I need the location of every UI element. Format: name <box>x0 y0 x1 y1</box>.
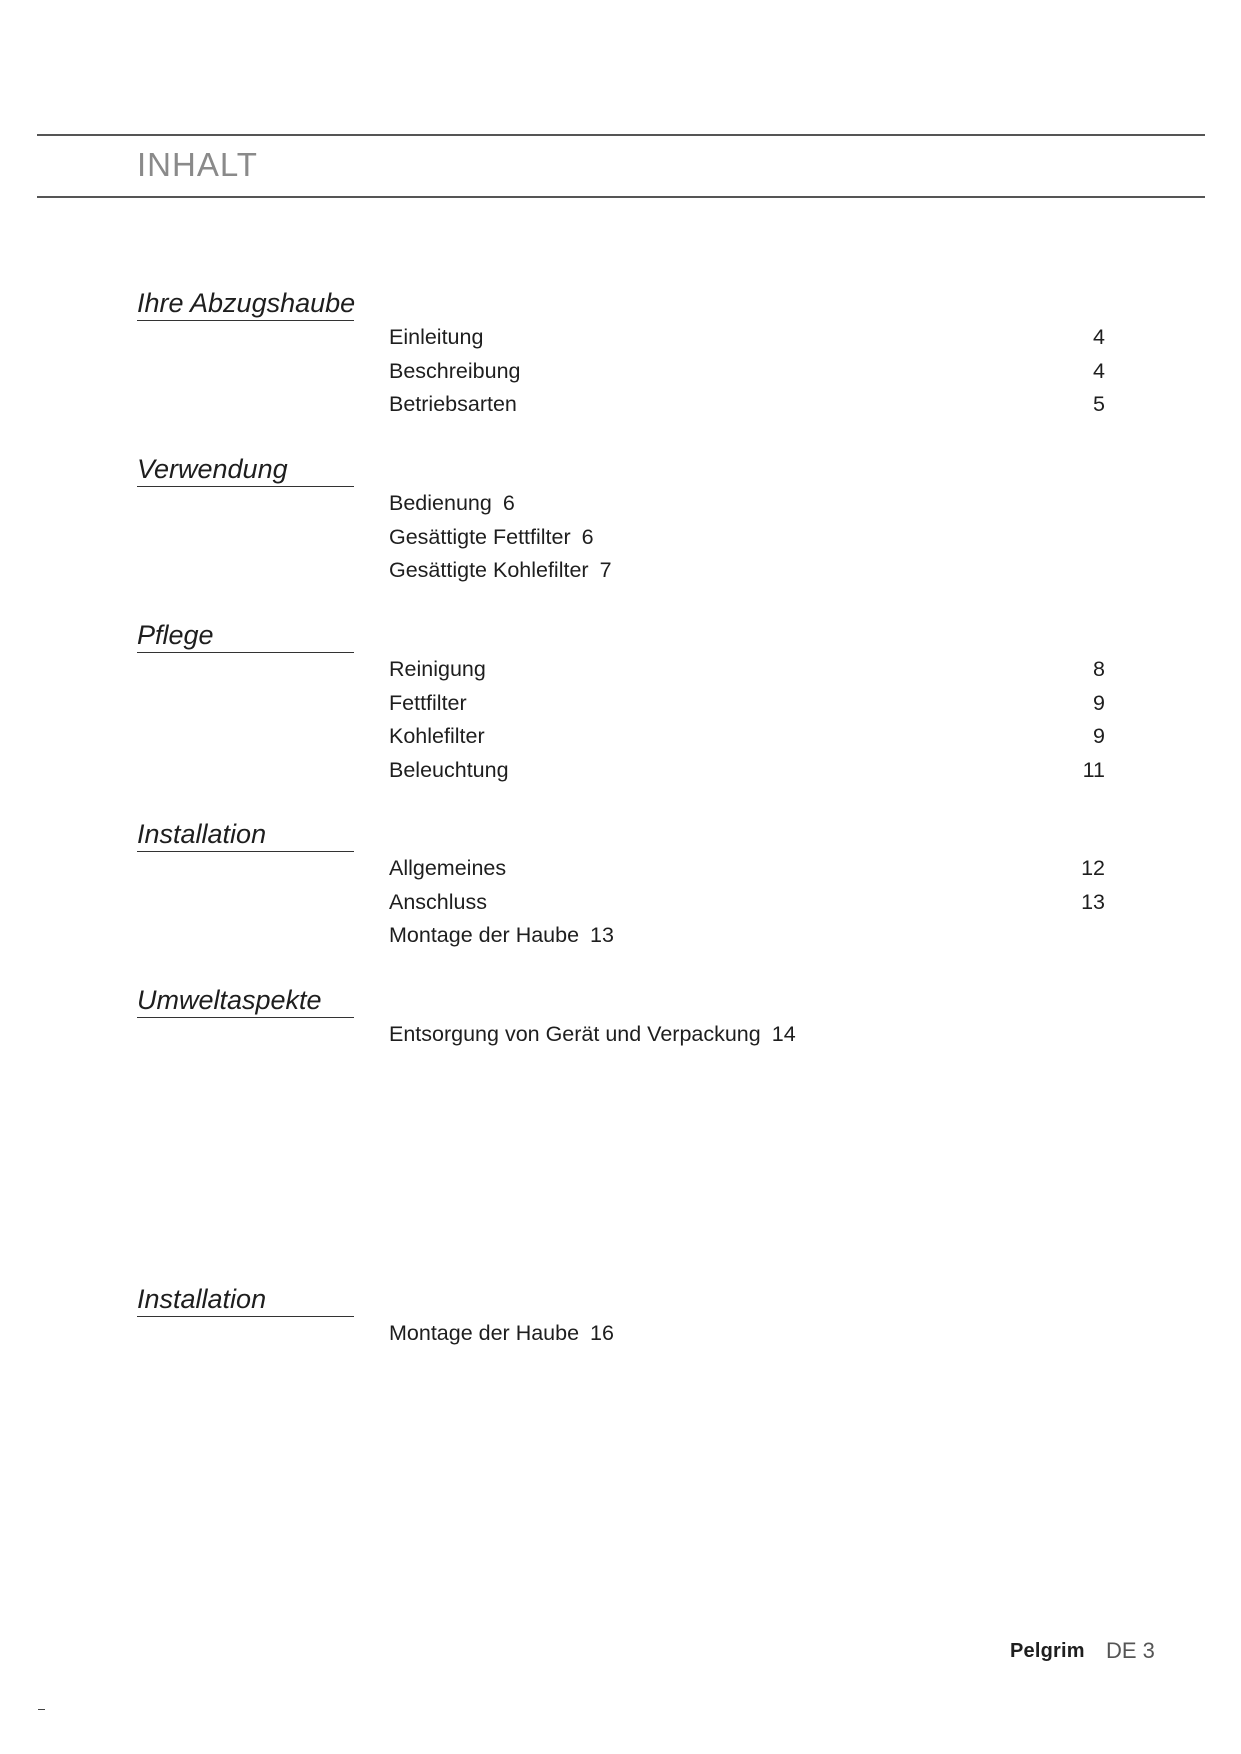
toc-entry-label: Bedienung <box>389 491 492 515</box>
section-entries <box>389 321 1105 422</box>
toc-section-umweltaspekte <box>137 983 1105 1052</box>
toc-entry <box>389 687 1105 721</box>
toc-entry <box>389 554 1105 588</box>
toc-entry-page: 9 <box>1093 690 1105 715</box>
toc-entry <box>389 321 1105 355</box>
section-underline <box>137 1017 354 1018</box>
section-entries <box>389 487 1105 588</box>
toc-entry-page: 5 <box>1093 392 1105 416</box>
header-top-rule <box>37 134 1205 136</box>
toc-section-installation-2 <box>137 1282 1105 1351</box>
toc-entry-label: Beschreibung <box>389 358 521 383</box>
toc-entry <box>389 653 1105 687</box>
toc-entry-label: Beleuchtung <box>389 757 509 782</box>
toc-entry-page: 12 <box>1081 856 1105 880</box>
section-underline <box>137 486 354 487</box>
toc-entry-label: Montage der Haube <box>389 1321 580 1345</box>
toc-entry <box>389 388 1105 422</box>
section-heading: Verwendung <box>137 454 288 484</box>
toc-entry-label: Gesättigte Fettfilter <box>389 524 571 549</box>
toc-entry-page: 14 <box>771 1022 796 1046</box>
section-underline <box>137 652 354 653</box>
toc-entry-label: Montage der Haube <box>389 923 580 947</box>
section-entries <box>389 653 1105 787</box>
toc-entry <box>389 1018 1105 1052</box>
toc-entry-page: 9 <box>1093 724 1105 748</box>
page-number: DE 3 <box>1106 1638 1155 1663</box>
toc-entry-page: 4 <box>1093 325 1105 349</box>
brand-logo: Pelgrim <box>1010 1640 1085 1662</box>
toc-entry-page: 4 <box>1093 358 1105 383</box>
section-heading: Umweltaspekte <box>137 985 322 1015</box>
toc-entry-label: Kohlefilter <box>389 724 485 748</box>
toc-entry-page: 13 <box>590 923 614 947</box>
section-heading: Ihre Abzugshaube <box>137 288 356 318</box>
section-underline <box>137 851 354 852</box>
section-heading: Installation <box>137 1284 267 1314</box>
section-heading: Installation <box>137 819 267 849</box>
toc-entry <box>389 487 1105 521</box>
toc-section-verwendung <box>137 452 1105 588</box>
toc-entry <box>389 852 1105 886</box>
toc-entry-label: Einleitung <box>389 325 484 349</box>
toc-entry-page: 16 <box>590 1321 614 1345</box>
toc-entry <box>389 886 1105 920</box>
toc-section-installation <box>137 817 1105 953</box>
toc-entry-label: Gesättigte Kohlefilter <box>389 558 589 582</box>
toc-entry-page: 7 <box>599 558 612 582</box>
toc-entry-label: Anschluss <box>389 889 487 914</box>
section-entries <box>389 1317 1105 1351</box>
page-title: INHALT <box>137 146 258 183</box>
toc-entry-page: 11 <box>1082 757 1105 782</box>
toc-section-pflege <box>137 618 1105 787</box>
toc-entry <box>389 1317 1105 1351</box>
section-entries <box>389 852 1105 953</box>
corner-mark <box>38 1709 45 1710</box>
toc-entry <box>389 521 1105 555</box>
toc-entry <box>389 720 1105 754</box>
toc-entry-label: Allgemeines <box>389 856 507 880</box>
section-underline <box>137 1316 354 1317</box>
toc-entry <box>389 754 1105 788</box>
toc-section-ihre-abzugshaube <box>137 286 1105 422</box>
toc-entry-page: 6 <box>581 524 594 549</box>
toc-entry-label: Reinigung <box>389 657 486 681</box>
toc-entry-label: Fettfilter <box>389 690 467 715</box>
toc-entry-page: 8 <box>1093 657 1105 681</box>
toc-entry-label: Entsorgung von Gerät und Verpackung <box>389 1022 761 1046</box>
toc-entry-page: 13 <box>1081 889 1105 914</box>
section-heading: Pflege <box>137 620 214 650</box>
toc-entry-page: 6 <box>502 491 515 515</box>
toc-entry <box>389 355 1105 389</box>
section-underline <box>137 320 354 321</box>
toc-entry <box>389 919 1105 953</box>
toc-entry-label: Betriebsarten <box>389 392 517 416</box>
header-bottom-rule <box>37 196 1205 198</box>
section-entries <box>389 1018 1105 1052</box>
